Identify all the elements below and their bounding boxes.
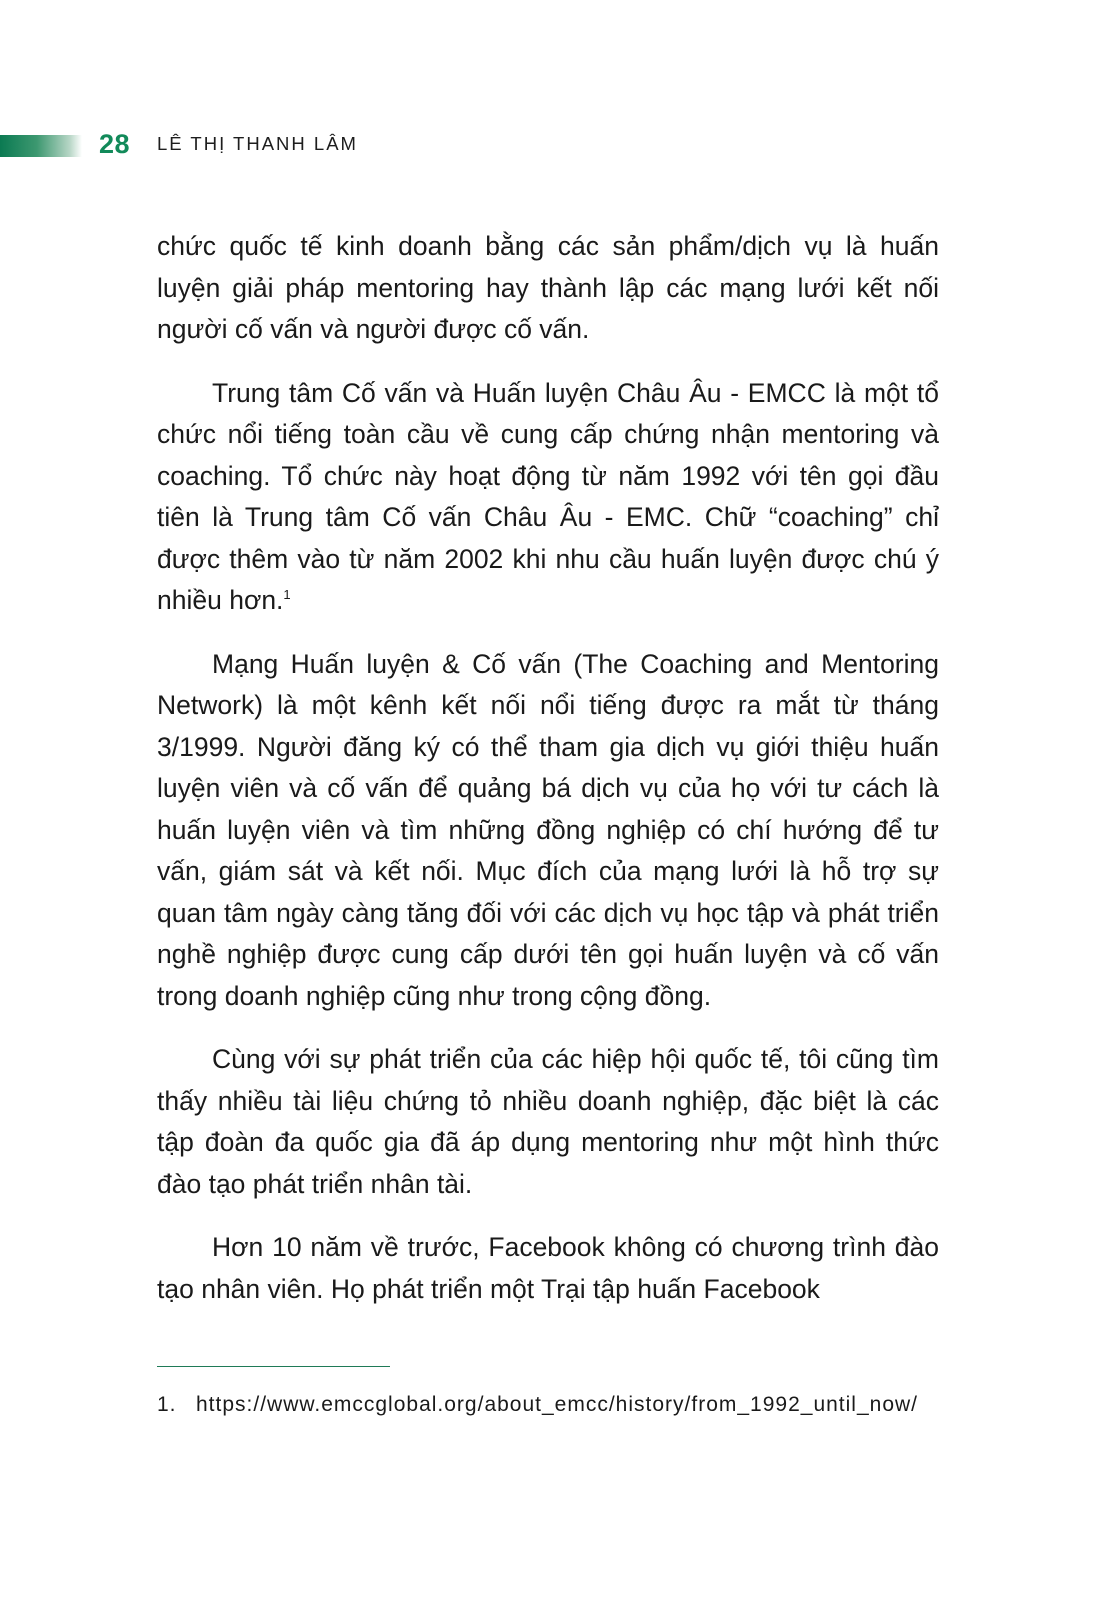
paragraph-3-text: Mạng Huấn luyện & Cố vấn (The Coaching and Mentoring Network) là một kênh kết nối nổi tiếng được ra mắt từ tháng 3/1999. Người đăng ký có thể tham gia dịch vụ giới thiệu huấn luyện viên và cố vấn để quảng bá dịch vụ của họ với tư cách là huấn luyện viên và tìm những đồng nghiệp có chí hướng để tư vấn, giám sát và kết nối. Mục đích của mạng lưới là hỗ trợ sự quan tâm ngày càng tăng đối với các dịch vụ học tập và phát triển nghề nghiệp được cung cấp dưới tên gọi huấn luyện và cố vấn trong doanh nghiệp cũng như trong cộng đồng.: [157, 648, 939, 1011]
paragraph-4: [157, 1039, 939, 1205]
paragraph-1-text: chức quốc tế kinh doanh bằng các sản phẩm/dịch vụ là huấn luyện giải pháp mentoring hay thành lập các mạng lưới kết nối người cố vấn và người được cố vấn.: [157, 231, 939, 344]
footnote-number: 1.: [157, 1393, 177, 1416]
footnote-divider: [157, 1366, 390, 1367]
paragraph-2-text: Trung tâm Cố vấn và Huấn luyện Châu Âu - EMCC là một tổ chức nổi tiếng toàn cầu về cung cấp chứng nhận mentoring và coaching. Tổ chức này hoạt động từ năm 1992 với tên gọi đầu tiên là Trung tâm Cố vấn Châu Âu - EMC. Chữ “coaching” chỉ được thêm vào từ năm 2002 khi nhu cầu huấn luyện được chú ý nhiều hơn.: [157, 377, 939, 615]
running-header: [0, 126, 420, 162]
paragraph-4-text: Cùng với sự phát triển của các hiệp hội quốc tế, tôi cũng tìm thấy nhiều tài liệu chứng tỏ nhiều doanh nghiệp, đặc biệt là các tập đoàn đa quốc gia đã áp dụng mentoring như một hình thức đào tạo phát triển nhân tài.: [157, 1044, 939, 1199]
footnote-link[interactable]: https://www.emccglobal.org/about_emcc/history/from_1992_until_now/: [196, 1393, 919, 1416]
footnote: [157, 1388, 939, 1421]
paragraph-5: [157, 1227, 939, 1310]
header-accent-bar: [0, 135, 82, 157]
body-text: [157, 226, 939, 1332]
paragraph-3: [157, 644, 939, 1018]
paragraph-5-text: Hơn 10 năm về trước, Facebook không có chương trình đào tạo nhân viên. Họ phát triển một Trại tập huấn Facebook: [157, 1232, 939, 1304]
page-number: 28: [99, 129, 131, 159]
paragraph-1: [157, 226, 939, 351]
footnote-reference[interactable]: 1: [283, 587, 291, 603]
paragraph-2: [157, 373, 939, 622]
author-name: LÊ THỊ THANH LÂM: [157, 133, 358, 154]
